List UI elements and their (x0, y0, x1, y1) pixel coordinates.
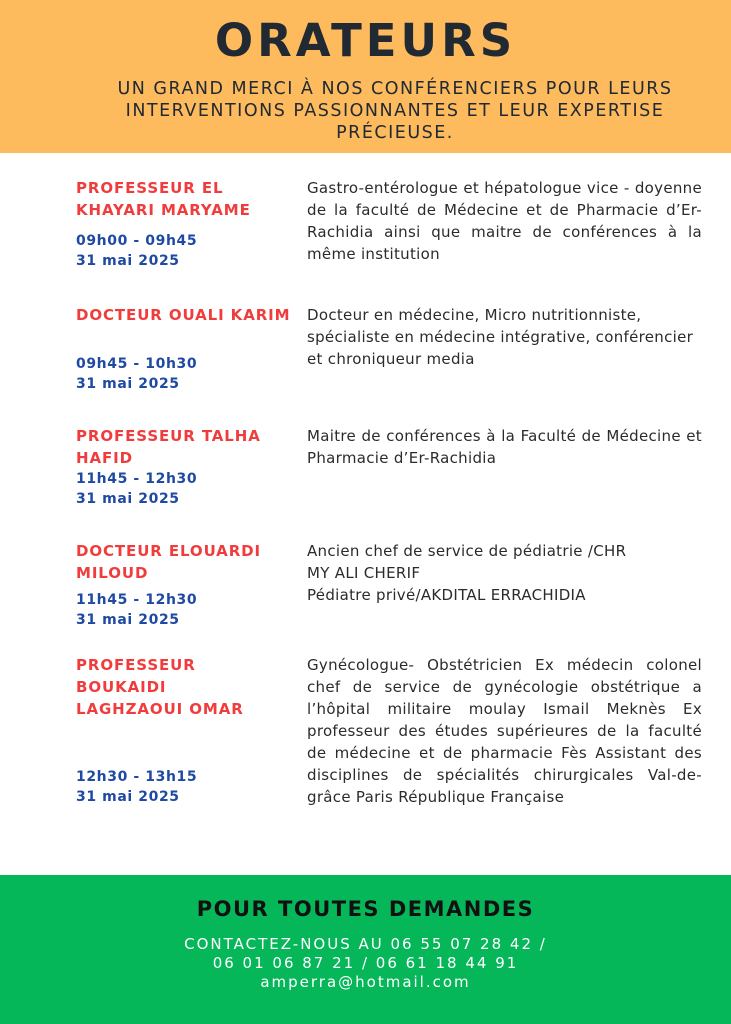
speaker-time: 12h30 - 13h15 (76, 769, 198, 785)
speaker-description: Gynécologue- Obstétricien Ex médecin colonel chef de service de gynécologie obstétrique a l’hôpital militaire moulay Ismail Meknès Ex professeur des études supérieures de la faculté de médecine et de pharmacie Fès Assistant des disciplines de spécialités chirurgicales Val-de-grâce Paris République Française (307, 656, 702, 806)
speaker-date: 31 mai 2025 (76, 789, 180, 805)
speaker-name: DOCTEUR ELOUARDI MILOUD (76, 542, 261, 582)
speaker-name: PROFESSEUR EL KHAYARI MARYAME (76, 179, 251, 219)
description-line: Pédiatre privé/AKDITAL ERRACHIDIA (307, 586, 586, 604)
speaker-name: PROFESSEUR BOUKAIDI LAGHZAOUI OMAR (76, 656, 244, 718)
description-line: Ancien chef de service de pédiatrie /CHR (307, 542, 627, 560)
description-line: MY ALI CHERIF (307, 564, 421, 582)
speaker-time: 11h45 - 12h30 (76, 592, 198, 608)
footer-banner (0, 875, 731, 1024)
header-banner (0, 0, 731, 153)
speaker-date: 31 mai 2025 (76, 491, 180, 507)
contact-phone-line: CONTACTEZ-NOUS AU 06 55 07 28 42 / (184, 935, 547, 953)
speaker-name: PROFESSEUR TALHA HAFID (76, 427, 261, 467)
speaker-name: DOCTEUR OUALI KARIM (76, 306, 291, 324)
speaker-date: 31 mai 2025 (76, 612, 180, 628)
speaker-date: 31 mai 2025 (76, 376, 180, 392)
page-title: ORATEURS (214, 14, 517, 67)
footer-title: POUR TOUTES DEMANDES (196, 897, 535, 921)
speaker-description: Gastro-entérologue et hépatologue vice - doyenne de la faculté de Médecine et de Pharmacie d’Er-Rachidia ainsi que maitre de conférences à la même institution (307, 179, 702, 263)
page-subtitle: UN GRAND MERCI À NOS CONFÉRENCIERS POUR LEURS INTERVENTIONS PASSIONNANTES ET LEUR EXPERTISE PRÉCIEUSE. (117, 79, 673, 143)
speaker-date: 31 mai 2025 (76, 253, 180, 269)
speaker-time: 09h45 - 10h30 (76, 356, 198, 372)
speaker-time: 11h45 - 12h30 (76, 471, 198, 487)
contact-phone-line: 06 01 06 87 21 / 06 61 18 44 91 (212, 954, 519, 972)
speaker-description: Docteur en médecine, Micro nutritionniste, spécialiste en médecine intégrative, conférencier et chroniqueur media (307, 306, 694, 368)
contact-email[interactable]: amperra@hotmail.com (260, 973, 471, 991)
speaker-time: 09h00 - 09h45 (76, 233, 198, 249)
speaker-description: Maitre de conférences à la Faculté de Médecine et Pharmacie d’Er-Rachidia (307, 427, 702, 467)
contact-block (140, 935, 591, 992)
speaker-description (307, 540, 702, 606)
